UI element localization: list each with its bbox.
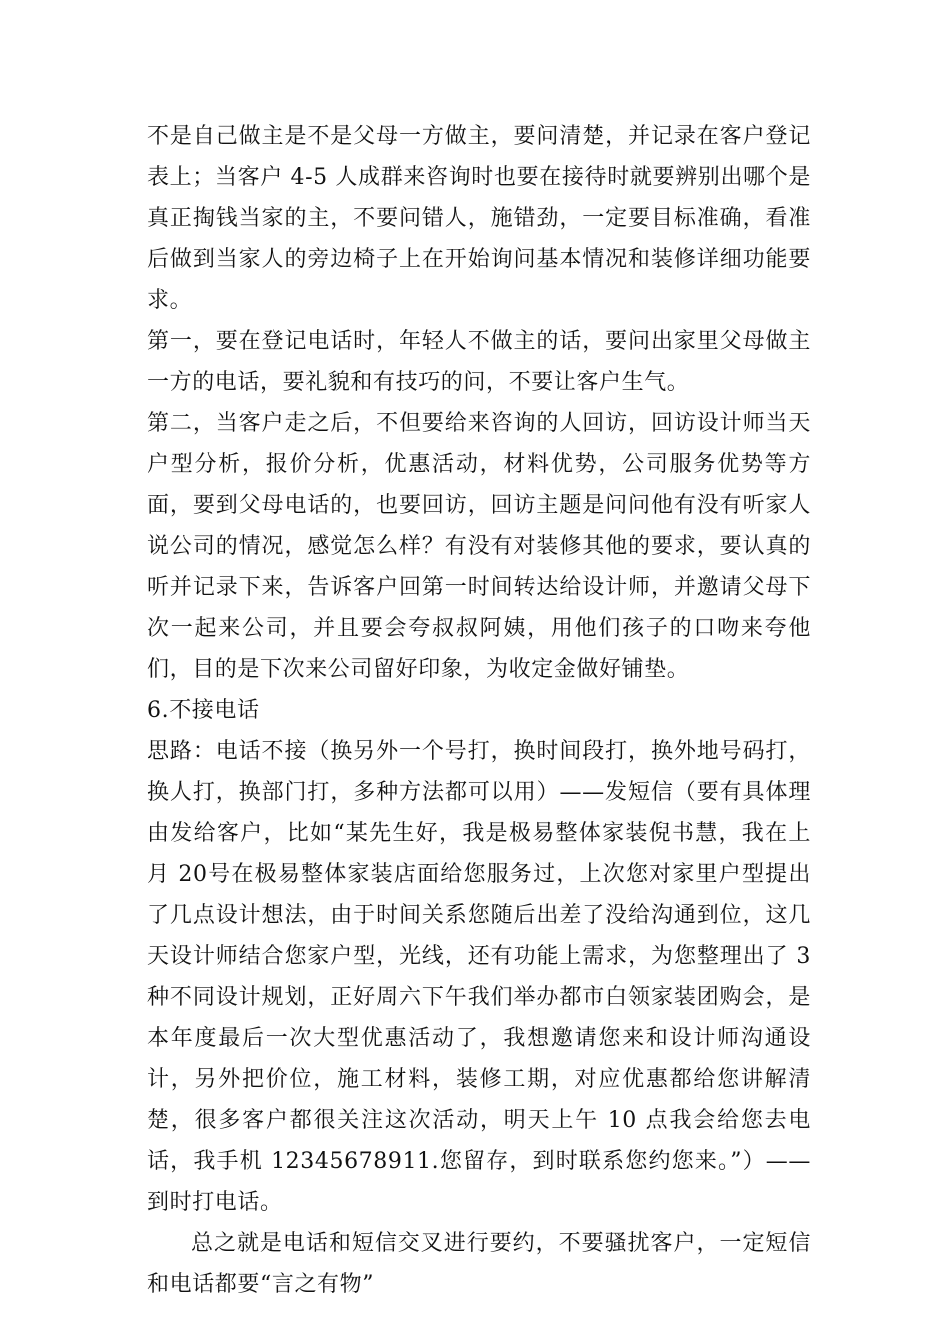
paragraph-approach: 思路：电话不接（换另外一个号打，换时间段打，换外地号码打，换人打，换部门打，多种方法都可以用）——发短信（要有具体理由发给客户，比如“某先生好，我是极易整体家装倪书慧，我在上月 20号在极易整体家装店面给您服务过，上次您对家里户型提出了几点设计想法，由于时间关系您随后出差了没给沟通到位，这几天设计师结合您家户型，光线，还有功能上需求，为您整理出了 3 种不同设计规划，正好周六下午我们举办都市白领家装团购会，是本年度最后一次大型优惠活动了，我想邀请您来和设计师沟通设计，另外把价位，施工材料，装修工期，对应优惠都给您讲解清楚，很多客户都很关注这次活动，明天上午 10 点我会给您去电话，我手机 12345678911.您留存，到时联系您约您来。”）——到时打电话。 [147, 739, 811, 1215]
paragraph-decision-maker: 不是自己做主是不是父母一方做主，要问清楚，并记录在客户登记表上；当客户 4-5 人成群来咨询时也要在接待时就要辨别出哪个是真正掏钱当家的主，不要问错人，施错劲，一定要目标准确，看准后做到当家人的旁边椅子上在开始询问基本情况和装修详细功能要求。 [147, 124, 811, 313]
section-heading-no-answer: 6.不接电话 [147, 698, 260, 723]
document-body [147, 116, 811, 1305]
paragraph-point-two: 第二，当客户走之后，不但要给来咨询的人回访，回访设计师当天户型分析，报价分析，优惠活动，材料优势，公司服务优势等方面，要到父母电话的，也要回访，回访主题是问问他有没有听家人说公司的情况，感觉怎么样？有没有对装修其他的要求，要认真的听并记录下来，告诉客户回第一时间转达给设计师，并邀请父母下次一起来公司，并且要会夸叔叔阿姨，用他们孩子的口吻来夸他们，目的是下次来公司留好印象，为收定金做好铺垫。 [147, 411, 811, 682]
paragraph-summary: 总之就是电话和短信交叉进行要约，不要骚扰客户，一定短信和电话都要“言之有物” [147, 1231, 811, 1297]
paragraph-point-one: 第一，要在登记电话时，年轻人不做主的话，要问出家里父母做主一方的电话，要礼貌和有技巧的问，不要让客户生气。 [147, 329, 811, 395]
